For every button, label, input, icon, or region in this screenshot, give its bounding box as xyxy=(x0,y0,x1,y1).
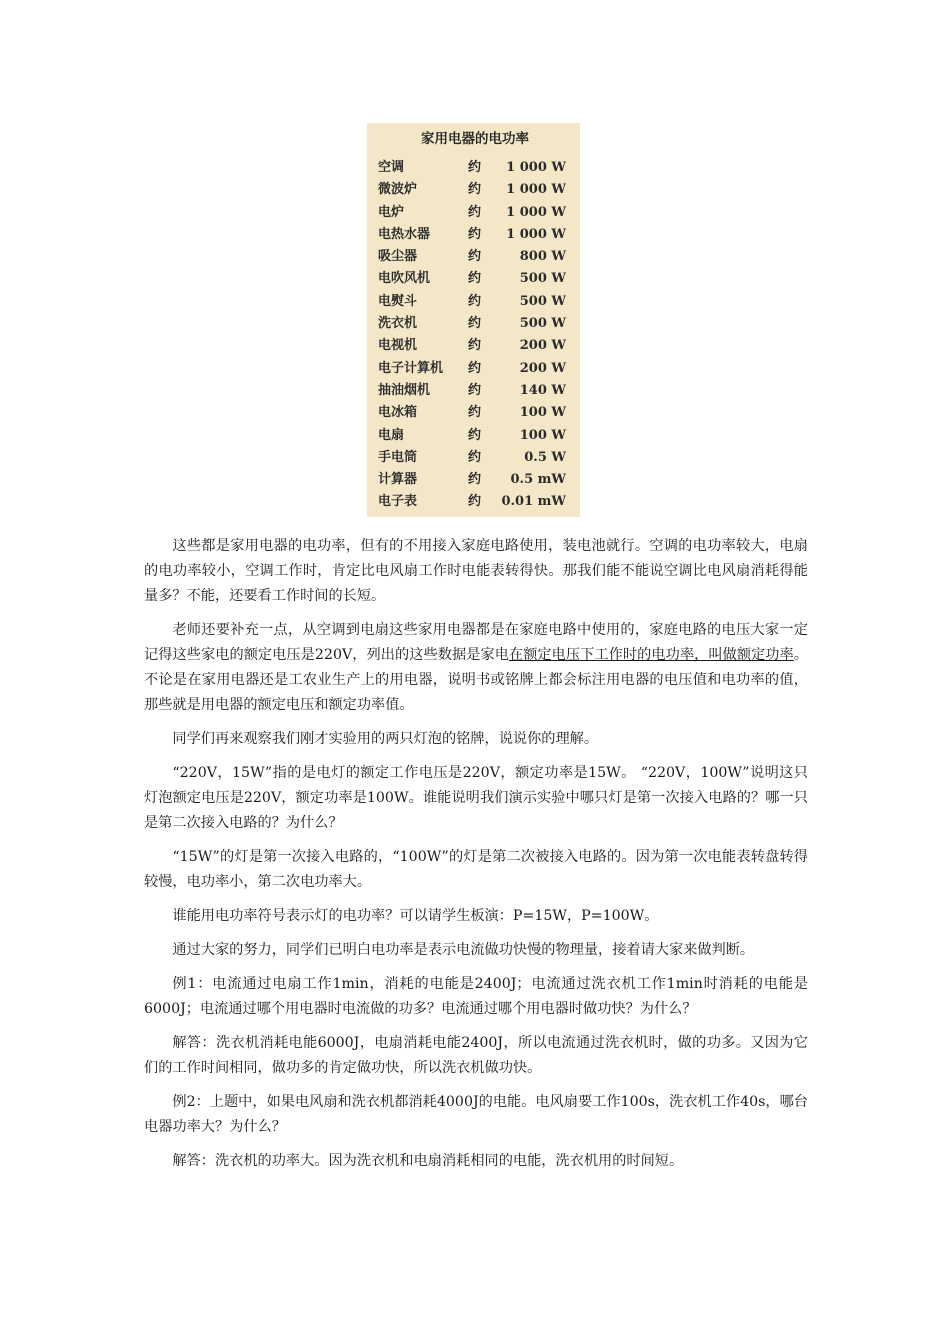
table-row xyxy=(378,246,572,268)
table-row xyxy=(378,469,572,491)
power-value: 1 000 W xyxy=(506,204,566,220)
approx-label: 约 xyxy=(468,472,482,488)
table-row xyxy=(378,447,572,469)
power-value: 800 W xyxy=(519,249,566,265)
power-value: 500 W xyxy=(519,316,566,332)
appliance-name: 手电筒 xyxy=(378,449,418,465)
power-value: 0.5 W xyxy=(524,449,566,465)
power-value: 1 000 W xyxy=(506,226,566,242)
power-value: 0.5 mW xyxy=(510,472,566,488)
approx-label: 约 xyxy=(468,293,482,309)
appliance-name: 电热水器 xyxy=(378,226,431,242)
appliance-power-table-image xyxy=(367,123,580,517)
approx-label: 约 xyxy=(468,182,482,198)
power-value: 500 W xyxy=(519,293,566,309)
example-2-question: 例2：上题中，如果电风扇和洗衣机都消耗4000J的电能。电风扇要工作100s，洗衣机工作40s，哪台电器功率大？为什么？ xyxy=(144,1094,808,1135)
paragraph-3: 同学们再来观察我们刚才实验用的两只灯泡的铭牌，说说你的理解。 xyxy=(172,731,599,747)
table-rows xyxy=(378,157,572,514)
table-row xyxy=(378,224,572,246)
approx-label: 约 xyxy=(468,494,482,510)
appliance-name: 吸尘器 xyxy=(378,249,418,265)
approx-label: 约 xyxy=(468,204,482,220)
approx-label: 约 xyxy=(468,360,482,376)
appliance-name: 抽油烟机 xyxy=(378,382,431,398)
appliance-name: 洗衣机 xyxy=(378,316,418,332)
table-row xyxy=(378,335,572,357)
power-value: 140 W xyxy=(519,382,566,398)
approx-label: 约 xyxy=(468,382,482,398)
approx-label: 约 xyxy=(468,338,482,354)
appliance-name: 电视机 xyxy=(378,338,418,354)
appliance-name: 电冰箱 xyxy=(378,405,418,421)
power-value: 100 W xyxy=(519,427,566,443)
example-1-answer: 解答：洗衣机消耗电能6000J，电扇消耗电能2400J，所以电流通过洗衣机时，做的功多。又因为它们的工作时间相同，做功多的肯定做功快，所以洗衣机做功快。 xyxy=(144,1035,808,1076)
paragraph-2-text-b: 。不论是在家用电器还是工农业生产上的用电器，说明书或铭牌上都会标注用电器的电压值和电功率的值，那些就是用电器的额定电压和额定功率值。 xyxy=(144,647,808,713)
table-row xyxy=(378,402,572,424)
appliance-name: 电子表 xyxy=(378,494,418,510)
approx-label: 约 xyxy=(468,405,482,421)
power-value: 200 W xyxy=(519,360,566,376)
paragraph-7: 通过大家的努力，同学们已明白电功率是表示电流做功快慢的物理量，接着请大家来做判断。 xyxy=(172,942,755,958)
approx-label: 约 xyxy=(468,249,482,265)
power-value: 1 000 W xyxy=(506,182,566,198)
table-row xyxy=(378,179,572,201)
table-row xyxy=(378,380,572,402)
appliance-name: 电扇 xyxy=(378,427,405,443)
table-row xyxy=(378,268,572,290)
example-2-answer: 解答：洗衣机的功率大。因为洗衣机和电扇消耗相同的电能，洗衣机用的时间短。 xyxy=(172,1153,684,1169)
power-value: 200 W xyxy=(519,338,566,354)
appliance-name: 计算器 xyxy=(378,472,418,488)
table-row xyxy=(378,202,572,224)
table-row xyxy=(378,425,572,447)
table-row xyxy=(378,157,572,179)
paragraph-1: 这些都是家用电器的电功率，但有的不用接入家庭电路使用，装电池就行。空调的电功率较大，电扇的电功率较小，空调工作时，肯定比电风扇工作时电能表转得快。那我们能不能说空调比电风扇消耗得能量多？不能，还要看工作时间的长短。 xyxy=(144,538,808,604)
paragraph-2-text-a: 老师还要补充一点，从空调到电扇这些家用电器都是在家庭电路中使用的，家庭电路的电压大家一定记得这些家电的额定电压是220V，列出的这些数据是家电 xyxy=(144,622,808,663)
table-row xyxy=(378,313,572,335)
appliance-name: 电子计算机 xyxy=(378,360,444,376)
approx-label: 约 xyxy=(468,271,482,287)
approx-label: 约 xyxy=(468,427,482,443)
paragraph-4: “220V，15W”指的是电灯的额定工作电压是220V，额定功率是15W。 “220V，100W”说明这只灯泡额定电压是220V，额定功率是100W。谁能说明我们演示实验中哪只灯是第一次接入电路的？哪一只是第二次接入电路的？为什么？ xyxy=(144,765,808,831)
power-value: 1 000 W xyxy=(506,160,566,175)
paragraph-5: “15W”的灯是第一次接入电路的，“100W”的灯是第二次被接入电路的。因为第一次电能表转盘转得较慢，电功率小，第二次电功率大。 xyxy=(144,849,808,890)
table-title: 家用电器的电功率 xyxy=(421,131,529,147)
appliance-name: 空调 xyxy=(378,160,405,175)
underlined-definition: 在额定电压下工作时的电功率，叫做额定功率 xyxy=(508,647,794,663)
appliance-name: 电炉 xyxy=(378,204,405,220)
approx-label: 约 xyxy=(468,160,482,175)
table-row xyxy=(378,491,572,513)
document-body xyxy=(144,534,808,1183)
approx-label: 约 xyxy=(468,316,482,332)
example-1-question: 例1：电流通过电扇工作1min，消耗的电能是2400J；电流通过洗衣机工作1min时消耗的电能是6000J；电流通过哪个用电器时电流做的功多？电流通过哪个用电器时做功快？为什么？ xyxy=(144,976,808,1017)
appliance-name: 微波炉 xyxy=(378,182,418,198)
power-value: 0.01 mW xyxy=(501,494,566,510)
approx-label: 约 xyxy=(468,449,482,465)
appliance-name: 电熨斗 xyxy=(378,293,418,309)
power-value: 100 W xyxy=(519,405,566,421)
paragraph-2 xyxy=(144,618,808,718)
table-row xyxy=(378,291,572,313)
power-value: 500 W xyxy=(519,271,566,287)
table-row xyxy=(378,358,572,380)
appliance-name: 电吹风机 xyxy=(378,271,431,287)
paragraph-6: 谁能用电功率符号表示灯的电功率？可以请学生板演：P=15W，P=100W。 xyxy=(172,908,659,924)
approx-label: 约 xyxy=(468,226,482,242)
